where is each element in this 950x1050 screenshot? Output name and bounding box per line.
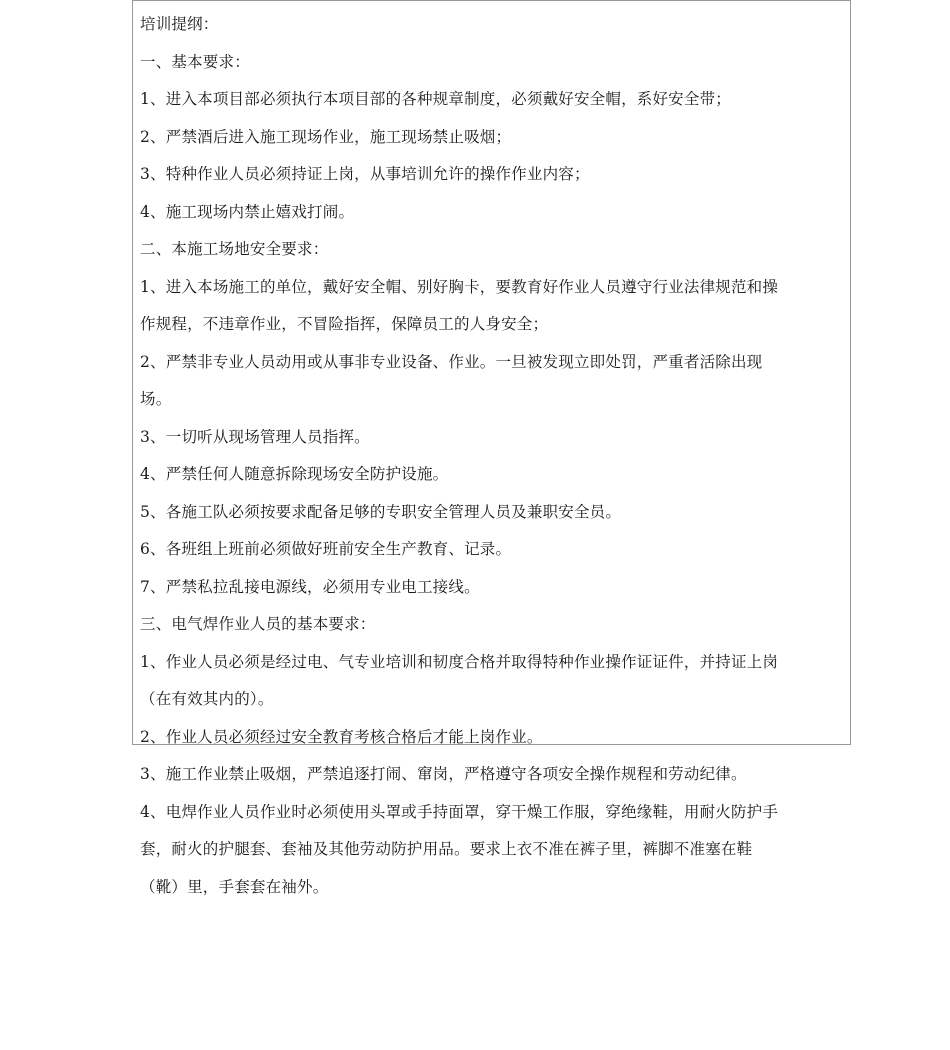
text-line: 7、严禁私拉乱接电源线，必须用专业电工接线。: [140, 577, 480, 596]
section-heading-site-safety: 二、本施工场地安全要求：: [140, 240, 329, 258]
text-line: 2、严禁非专业人员动用或从事非专业设备、作业。一旦被发现立即处罚，严重者活除出现: [140, 352, 763, 371]
text-line: 场。: [140, 390, 172, 408]
text-line: 6、各班组上班前必须做好班前安全生产教育、记录。: [140, 540, 512, 558]
text-line: 3、一切听从现场管理人员指挥。: [140, 427, 370, 446]
section-heading-basic-requirements: 一、基本要求：: [140, 52, 250, 71]
text-line: 3、特种作业人员必须持证上岗，从事培训允许的操作作业内容；: [140, 165, 590, 183]
text-line: （在有效其内的）。: [140, 690, 274, 708]
text-line: 1、进入本场施工的单位，戴好安全帽、别好胸卡，要教育好作业人员遵守行业法律规范和操: [140, 277, 779, 296]
doc-title: 培训提纲：: [140, 15, 219, 33]
text-line: （靴）里，手套套在袖外。: [140, 877, 329, 896]
text-line: 套，耐火的护腿套、套袖及其他劳动防护用品。要求上衣不准在裤子里，裤脚不准塞在鞋: [140, 840, 753, 858]
section-heading-welding: 三、电气焊作业人员的基本要求：: [140, 615, 376, 633]
text-line: 1、进入本项目部必须执行本项目部的各种规章制度，必须戴好安全帽，系好安全带；: [140, 90, 731, 108]
text-line: 4、施工现场内禁止嬉戏打闹。: [140, 202, 355, 221]
text-line: 4、严禁任何人随意拆除现场安全防护设施。: [140, 465, 449, 483]
text-line: 1、作业人员必须是经过电、气专业培训和韧度合格并取得特种作业操作证证件，并持证上岗: [140, 652, 779, 671]
document-body: [140, 6, 855, 906]
text-line: 2、作业人员必须经过安全教育考核合格后才能上岗作业。: [140, 727, 543, 746]
text-line: 5、各施工队必须按要求配备足够的专职安全管理人员及兼职安全员。: [140, 502, 622, 521]
text-line: 3、施工作业禁止吸烟，严禁追逐打闹、窜岗，严格遵守各项安全操作规程和劳动纪律。: [140, 765, 747, 783]
text-line: 作规程，不违章作业，不冒险指挥，保障员工的人身安全；: [140, 315, 549, 333]
text-line: 4、电焊作业人员作业时必须使用头罩或手持面罩，穿干燥工作服，穿绝缘鞋，用耐火防护手: [140, 802, 779, 821]
text-line: 2、严禁酒后进入施工现场作业，施工现场禁止吸烟；: [140, 127, 512, 146]
